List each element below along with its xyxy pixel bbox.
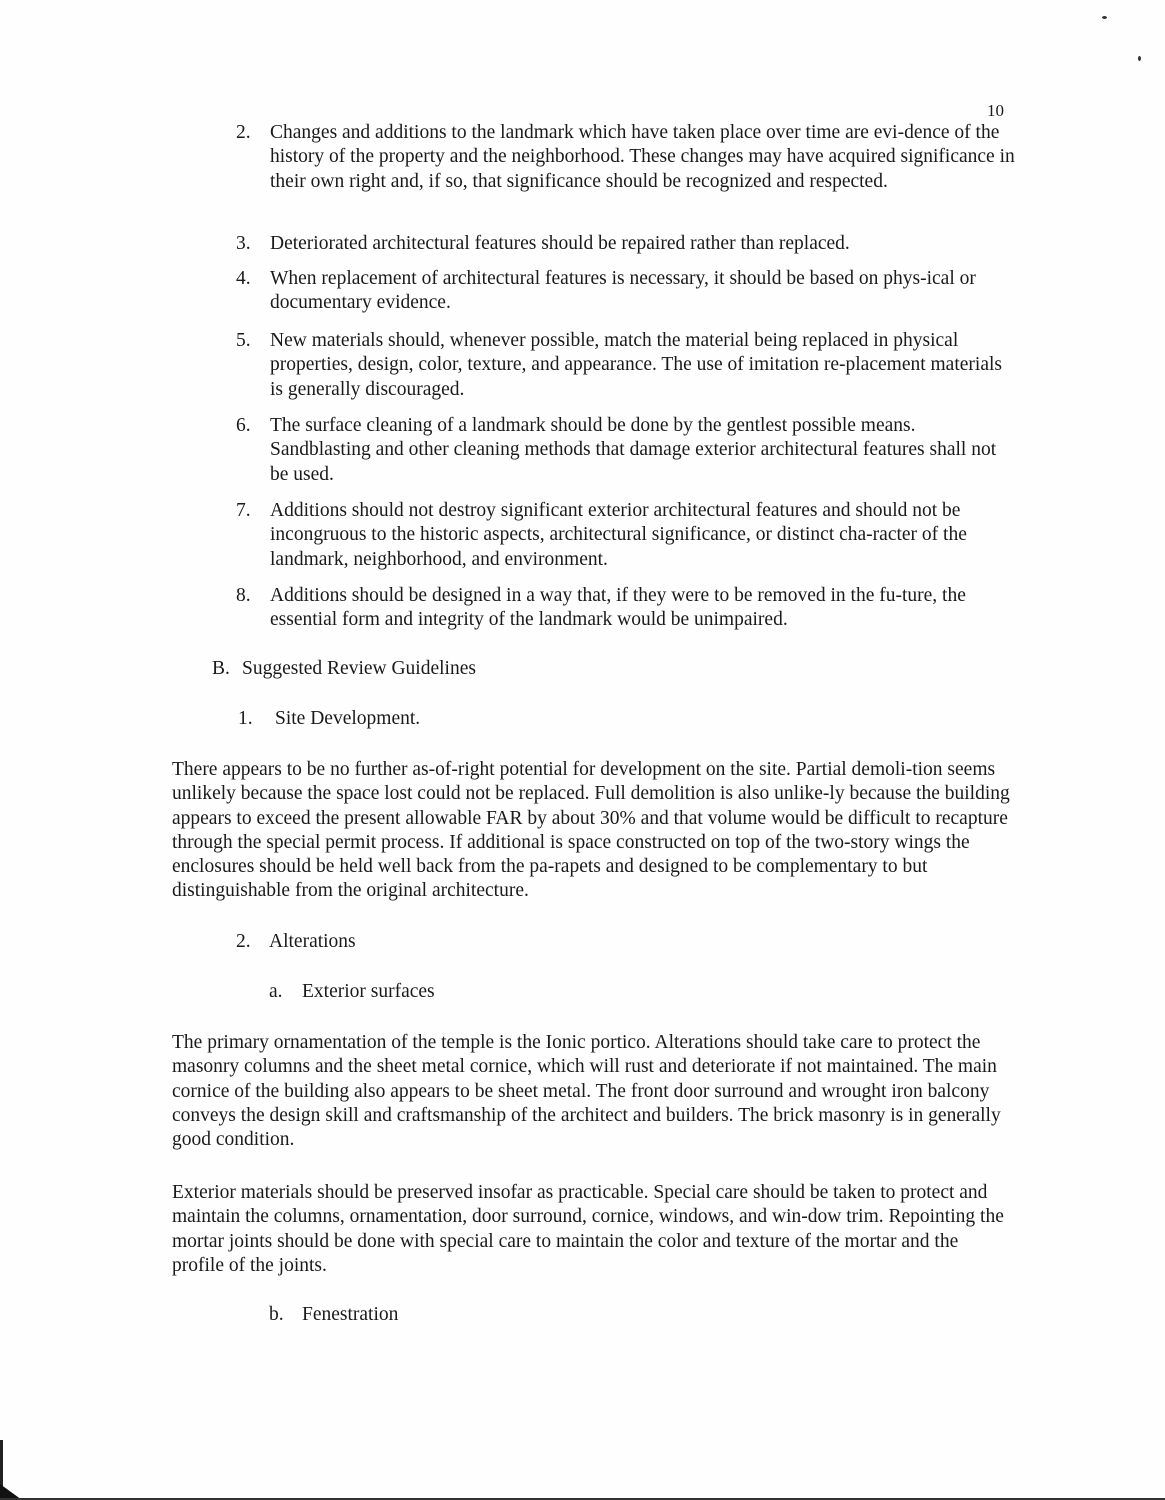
item-number: 3. (236, 233, 251, 254)
item-number: 2. (236, 122, 251, 143)
principle-item-6 (236, 414, 1016, 487)
subsection-title: Exterior surfaces (302, 981, 435, 1002)
item-text: Changes and additions to the landmark which have taken place over time are evi-dence of the history of the property and the neighborhood. These changes may have acquired significance in their own right and, if so, that significance should be recognized and respected. (270, 122, 1015, 192)
item-text: Additions should be designed in a way that, if they were to be removed in the fu-ture, the essential form and integrity of the landmark would be unimpaired. (270, 585, 966, 631)
subsection-title: Alterations (269, 931, 356, 952)
principle-item-5 (236, 329, 1016, 402)
page-number: 10 (987, 101, 1004, 120)
subsection-label: 2. (236, 931, 251, 952)
exterior-surfaces-heading (269, 980, 435, 1004)
item-text: New materials should, whenever possible, match the material being replaced in physical properties, design, color, texture, and appearance. The use of imitation re-placement materials is generally discouraged. (270, 330, 1002, 400)
item-text: Additions should not destroy significant exterior architectural features and should not be incongruous to the historic aspects, architectural significance, or distinct cha-racter of the landmark, neighborhood, and environment. (270, 500, 967, 570)
subsection-label: a. (269, 981, 283, 1002)
item-number: 4. (236, 268, 251, 289)
section-label: B. (212, 658, 230, 679)
principle-item-7 (236, 499, 1016, 572)
item-number: 6. (236, 415, 251, 436)
item-text: Deteriorated architectural features should be repaired rather than replaced. (270, 233, 850, 254)
section-b-heading (212, 657, 476, 681)
principle-item-3 (236, 232, 1016, 256)
section-title: Suggested Review Guidelines (242, 658, 476, 679)
item-text: When replacement of architectural features is necessary, it should be based on phys-ical or documentary evidence. (270, 268, 976, 314)
item-text: The surface cleaning of a landmark should be done by the gentlest possible means. Sandblasting and other cleaning methods that damage exterior architectural features shall not be used. (270, 415, 997, 485)
exterior-surfaces-paragraph-1: The primary ornamentation of the temple is the Ionic portico. Alterations should take care to protect the masonry columns and the sheet metal cornice, which will rust and deteriorate if not maintained. The main cornice of the building also appears to be sheet metal. The front door surround and wrought iron balcony conveys the design skill and craftsmanship of the architect and builders. The brick masonry is in generally good condition. (172, 1032, 1001, 1151)
principle-item-2 (236, 121, 1016, 194)
item-number: 5. (236, 330, 251, 351)
exterior-surfaces-paragraph-2: Exterior materials should be preserved insofar as practicable. Special care should be taken to protect and maintain the columns, ornamentation, door surround, cornice, windows, and win-dow trim. Repointing the mortar joints should be done with special care to maintain the color and texture of the mortar and the profile of the joints. (172, 1182, 1004, 1276)
scan-speck (1138, 56, 1141, 61)
alterations-heading (236, 930, 356, 954)
subsection-label: 1. (238, 708, 253, 729)
principle-item-8 (236, 584, 1016, 633)
scan-speck (1102, 16, 1107, 19)
site-development-heading (238, 707, 420, 731)
subsection-title: Fenestration (302, 1304, 399, 1325)
fenestration-heading (269, 1303, 398, 1327)
principle-item-4 (236, 267, 1016, 316)
subsection-title: Site Development. (275, 708, 421, 729)
subsection-label: b. (269, 1304, 284, 1325)
site-development-paragraph: There appears to be no further as-of-right potential for development on the site. Partial demoli-tion seems unlikely because the space lost could not be replaced. Full demolition is also unlike-ly because the building appears to exceed the present allowable FAR by about 30% and that volume would be difficult to recapture through the special permit process. If additional is space constructed on top of the two-story wings the enclosures should be held well back from the pa-rapets and designed to be complementary to but distinguishable from the original architecture. (172, 759, 1010, 902)
item-number: 8. (236, 585, 251, 606)
item-number: 7. (236, 500, 251, 521)
